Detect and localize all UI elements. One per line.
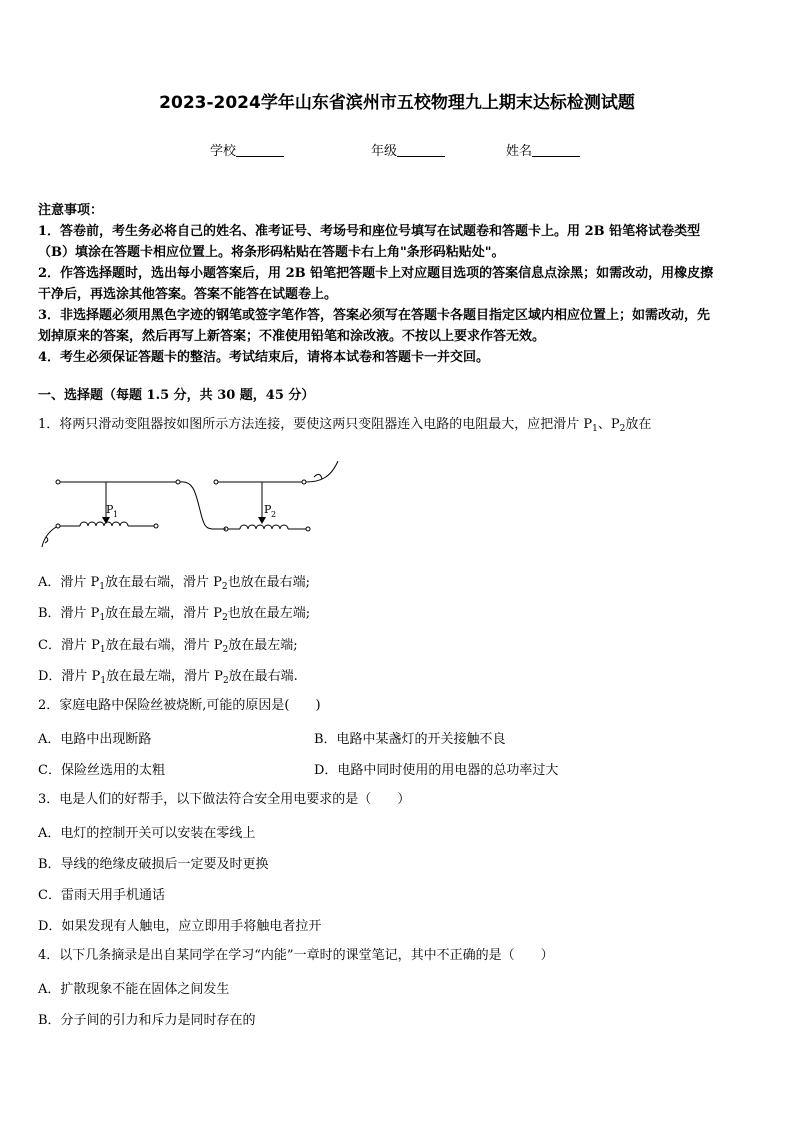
q1-option-a[interactable]: A．滑片 $P_1$放在最右端，滑片 $P_2$也放在最右端; — [38, 575, 311, 592]
q3-option-b[interactable]: B．导线的绝缘皮破损后一定要及时更换 — [38, 857, 269, 872]
grade-field — [371, 140, 445, 159]
school-blank[interactable] — [236, 144, 284, 157]
question-3-stem: 3．电是人们的好帮手，以下做法符合安全用电要求的是（ ） — [38, 792, 411, 807]
notice-line: （B）填涂在答题卡相应位置上。将条形码粘贴在答题卡右上角"条形码粘贴处"。 — [38, 245, 505, 260]
q4-option-b[interactable]: B．分子间的引力和斥力是同时存在的 — [38, 1013, 256, 1028]
q3-option-c[interactable]: C．雷雨天用手机通话 — [38, 888, 165, 903]
name-blank[interactable] — [532, 144, 580, 157]
q1-option-d[interactable]: D．滑片 $P_1$放在最左端，滑片 $P_2$放在最右端. — [38, 669, 298, 686]
school-label: 学校 — [210, 144, 237, 159]
notice-heading: 注意事项： — [38, 203, 104, 218]
q4-option-a[interactable]: A．扩散现象不能在固体之间发生 — [38, 982, 230, 997]
q3-option-d[interactable]: D．如果发现有人触电，应立即用手将触电者拉开 — [38, 919, 322, 934]
notice-line: 划掉原来的答案，然后再写上新答案；不准使用铅笔和涂改液。不按以上要求作答无效。 — [38, 329, 546, 344]
rheostat-circuit-figure — [36, 455, 356, 555]
q1-option-b[interactable]: B．滑片 $P_1$放在最左端，滑片 $P_2$也放在最左端; — [38, 606, 311, 623]
section-heading: 一、选择题（每题 1.5 分，共 30 题，45 分） — [38, 388, 315, 403]
notice-line: 4．考生必须保证答题卡的整洁。考试结束后，请将本试卷和答题卡一并交回。 — [38, 350, 490, 365]
p2-label: P — [264, 503, 272, 516]
p2-subscript: 2 — [271, 510, 277, 519]
p1-label: P — [106, 503, 114, 516]
p1-subscript: 1 — [113, 510, 119, 519]
notice-line: 干净后，再选涂其他答案。答案不能答在试题卷上。 — [38, 287, 338, 302]
question-2-stem: 2．家庭电路中保险丝被烧断,可能的原因是( ) — [38, 698, 321, 713]
q2-option-a[interactable]: A．电路中出现断路 — [38, 732, 152, 747]
grade-blank[interactable] — [397, 144, 445, 157]
q1-option-c[interactable]: C．滑片 $P_1$放在最右端，滑片 $P_2$放在最左端; — [38, 638, 298, 655]
q2-option-d[interactable]: D．电路中同时使用的用电器的总功率过大 — [314, 763, 559, 778]
notice-line: 3．非选择题必须用黑色字迹的钢笔或签字笔作答，答案必须写在答题卡各题目指定区域内相应位置上；如需改动，先 — [38, 308, 711, 323]
question-4-stem: 4．以下几条摘录是出自某同学在学习“内能”一章时的课堂笔记，其中不正确的是（ ） — [38, 948, 554, 963]
grade-label: 年级 — [371, 144, 398, 159]
q2-option-c[interactable]: C．保险丝选用的太粗 — [38, 763, 165, 778]
name-field — [506, 140, 580, 159]
page-title: 2023-2024学年山东省滨州市五校物理九上期末达标检测试题 — [159, 93, 635, 113]
notice-line: 2．作答选择题时，选出每小题答案后，用 2B 铅笔把答题卡上对应题目选项的答案信息点涂黑；如需改动，用橡皮擦 — [38, 266, 714, 281]
school-field — [210, 140, 284, 159]
q3-option-a[interactable]: A．电灯的控制开关可以安装在零线上 — [38, 826, 256, 841]
q2-option-b[interactable]: B．电路中某盏灯的开关接触不良 — [314, 732, 506, 747]
notice-line: 1．答卷前，考生务必将自己的姓名、准考证号、考场号和座位号填写在试题卷和答题卡上。用 2B 铅笔将试卷类型 — [38, 224, 701, 239]
name-label: 姓名 — [506, 144, 533, 159]
question-1-stem: 1．将两只滑动变阻器按如图所示方法连接，要使这两只变阻器连入电路的电阻最大，应把滑片 $P_1$、$P_2$放在 — [38, 417, 652, 434]
